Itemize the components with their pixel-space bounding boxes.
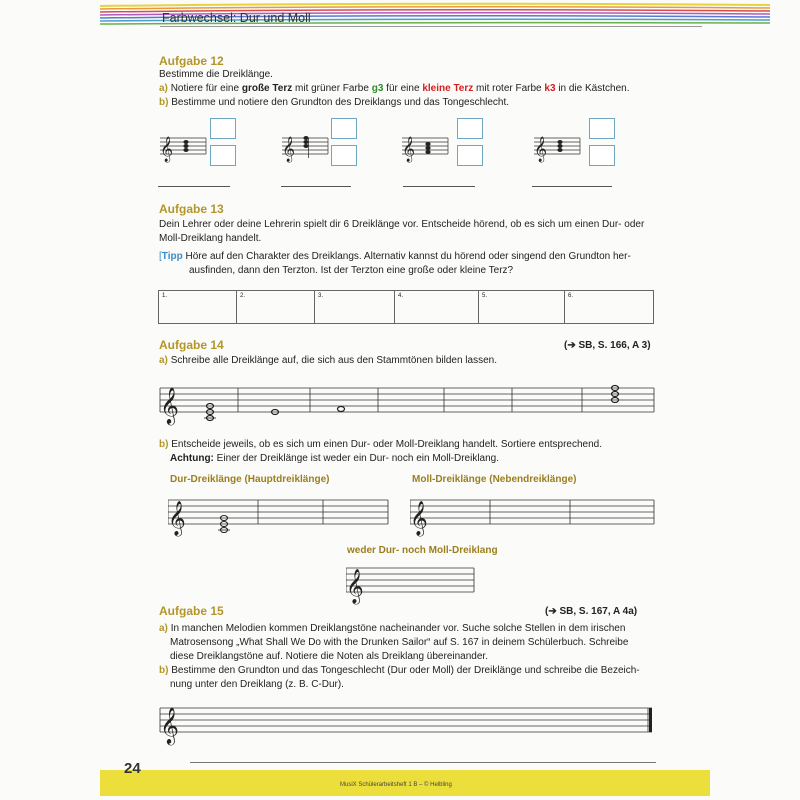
grid-cell-4[interactable]: 4.: [395, 291, 479, 323]
a-grosse: große Terz: [241, 83, 293, 94]
chapter-title: Farbwechsel: Dur und Moll: [162, 11, 311, 25]
aufgabe15-ref: (➔ SB, S. 167, A 4a): [545, 606, 638, 617]
tipp-line1: [Tipp Höre auf den Charakter des Dreiklangs. Alternativ kannst du hörend oder singend den Grundton her-: [159, 251, 631, 262]
aufgabe15-a-label: a): [159, 623, 168, 634]
aufgabe13-title: Aufgabe 13: [159, 202, 224, 216]
b14-text: Entscheide jeweils, ob es sich um einen Dur- oder Moll-Dreiklang handelt. Sortiere entsprechend.: [171, 439, 603, 450]
aufgabe13-line2: Moll-Dreiklang handelt.: [159, 233, 262, 244]
treble-clef-icon: 𝄞: [346, 569, 364, 604]
weder-heading: weder Dur- noch Moll-Dreiklang: [347, 545, 498, 556]
interval-box-3b[interactable]: [457, 145, 483, 166]
treble-clef-icon: 𝄞: [160, 386, 179, 424]
aufgabe12-b-label: b): [159, 97, 169, 108]
interval-box-1b[interactable]: [210, 145, 236, 166]
aufgabe14-ref: (➔ SB, S. 166, A 3): [564, 340, 651, 351]
a15-line1: In manchen Melodien kommen Dreiklangstöne nacheinander vor. Suche solche Stellen in dem irischen: [170, 623, 626, 634]
grid-cell-2[interactable]: 2.: [237, 291, 315, 323]
grid-cell-6[interactable]: 6.: [568, 293, 574, 299]
example-notes: [204, 386, 619, 421]
answer-line-3[interactable]: [403, 186, 475, 187]
interval-box-2a[interactable]: [331, 118, 357, 139]
aufgabe12-b-text: [159, 96, 509, 110]
grid-cell-5[interactable]: 5.: [479, 291, 565, 323]
weder-staff: [346, 562, 476, 607]
aufgabe14-b-text: [159, 438, 602, 452]
interval-box-3a[interactable]: [457, 118, 483, 139]
answer-line-4[interactable]: [532, 186, 612, 187]
aufgabe13-line1: Dein Lehrer oder deine Lehrerin spielt dir 6 Dreiklänge vor. Entscheide hörend, ob es sich um einen Dur- oder: [159, 219, 645, 230]
a-k3: k3: [544, 83, 556, 94]
moll-heading: Moll-Dreiklänge (Nebendreiklänge): [412, 474, 577, 485]
achtung-text: Einer der Dreiklänge ist weder ein Dur- noch ein Moll-Dreiklang.: [216, 453, 500, 464]
tipp-text1: Höre auf den Charakter des Dreiklangs. Alternativ kannst du hörend oder singend den Grundton her-: [185, 251, 631, 262]
aufgabe12-a-label: a): [159, 83, 168, 94]
aufgabe15-answer-line[interactable]: [190, 762, 656, 763]
treble-clef-icon: 𝄞: [160, 706, 179, 744]
footer-credit: MusiX Schülerarbeitsheft 1 B – © Helbling: [340, 782, 452, 788]
moll-staff: [410, 494, 656, 539]
aufgabe15-a-line1: [159, 622, 625, 636]
a-kleine: kleine Terz: [422, 83, 474, 94]
aufgabe14-a-label: a): [159, 355, 168, 366]
interval-box-4a[interactable]: [589, 118, 615, 139]
achtung-label: Achtung:: [170, 453, 214, 464]
b-text: Bestimme und notiere den Grundton des Dreiklangs und das Tongeschlecht.: [171, 97, 510, 108]
achtung-line: [170, 452, 499, 466]
chord-notes-3: [425, 142, 430, 154]
chord-notes-4: [557, 140, 562, 152]
aufgabe12-a-text: [159, 82, 629, 96]
a15-line2: Matrosensong „What Shall We Do with the Drunken Sailor“ auf S. 167 in deinem Schülerbuch. Schreibe: [170, 637, 629, 648]
page-number: 24: [124, 760, 141, 777]
aufgabe12-title: Aufgabe 12: [159, 54, 224, 68]
a-text1: Notiere für eine: [170, 83, 240, 94]
answer-grid: [158, 290, 654, 324]
treble-clef-icon: 𝄞: [410, 501, 428, 536]
b15-line2: nung unter den Dreiklang (z. B. C-Dur).: [170, 679, 344, 690]
aufgabe12-intro: Bestimme die Dreiklänge.: [159, 69, 273, 80]
aufgabe14-b-label: b): [159, 439, 169, 450]
dur-heading: Dur-Dreiklänge (Hauptdreiklänge): [170, 474, 330, 485]
chord-notes-1: [183, 140, 188, 152]
chapter-rule: [160, 26, 702, 27]
aufgabe15-title: Aufgabe 15: [159, 604, 224, 618]
a-text4: mit roter Farbe: [476, 83, 542, 94]
treble-clef-icon: 𝄞: [402, 137, 416, 162]
b15-line1: Bestimme den Grundton und das Tongeschlecht (Dur oder Moll) der Dreiklänge und schreibe die Bezeich-: [171, 665, 640, 676]
dur-staff: [168, 494, 390, 539]
aufgabe14-title: Aufgabe 14: [159, 338, 224, 352]
treble-clef-icon: 𝄞: [168, 501, 186, 536]
treble-clef-icon: 𝄞: [534, 137, 548, 162]
interval-box-2b[interactable]: [331, 145, 357, 166]
aufgabe14-a-text: [159, 354, 497, 368]
chord-notes-2: [303, 136, 308, 158]
answer-line-2[interactable]: [281, 186, 351, 187]
aufgabe14-staff: [158, 380, 658, 430]
treble-clef-icon: 𝄞: [160, 137, 174, 162]
treble-clef-icon: 𝄞: [282, 137, 296, 162]
grid-cell-3[interactable]: 3.: [315, 291, 395, 323]
interval-box-4b[interactable]: [589, 145, 615, 166]
grid-cell-1[interactable]: 1.: [159, 291, 237, 323]
aufgabe15-b-line1: [159, 664, 640, 678]
tipp-line2: ausfinden, dann den Terzton. Ist der Terzton eine große oder kleine Terz?: [189, 265, 514, 276]
a-g3: g3: [371, 83, 384, 94]
aufgabe15-b-label: b): [159, 665, 169, 676]
a15-line3: diese Dreiklangstöne auf. Notiere die Noten als Dreiklang übereinander.: [170, 651, 488, 662]
aufgabe15-staff: [158, 700, 658, 750]
answer-line-1[interactable]: [158, 186, 230, 187]
a-text2: mit grüner Farbe: [295, 83, 369, 94]
a-text5: in die Kästchen.: [558, 83, 630, 94]
a-text3: für eine: [386, 83, 420, 94]
interval-box-1a[interactable]: [210, 118, 236, 139]
tipp-label: Tipp: [161, 251, 183, 262]
a14-text: Schreibe alle Dreiklänge auf, die sich aus den Stammtönen bilden lassen.: [170, 355, 497, 366]
